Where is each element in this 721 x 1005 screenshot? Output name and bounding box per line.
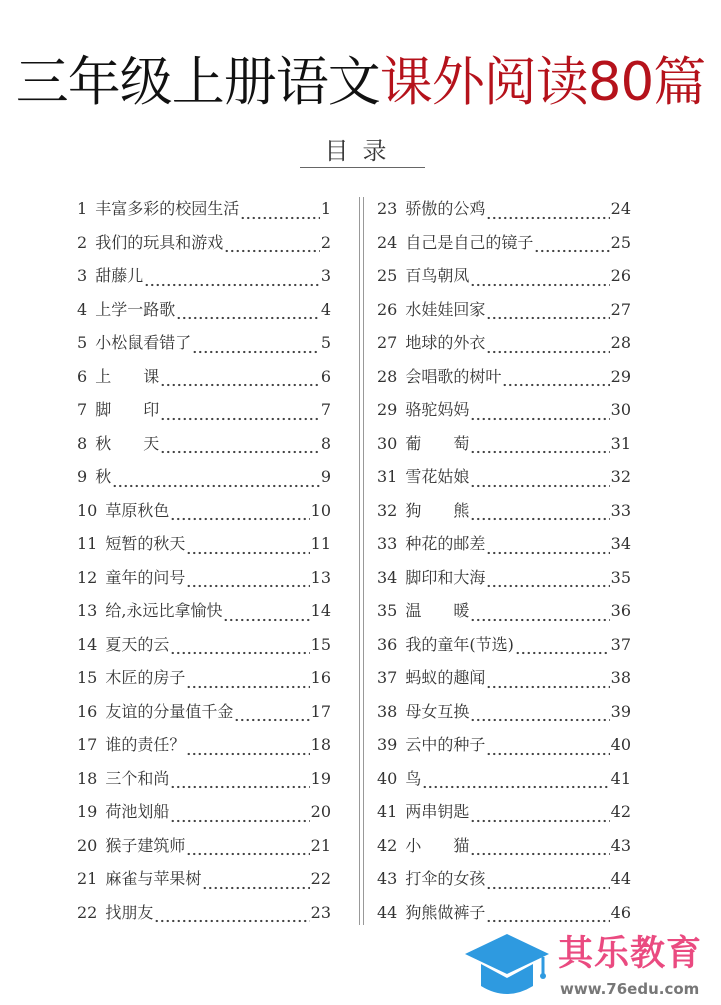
dot-leader <box>170 819 309 823</box>
entry-number: 4 <box>77 299 88 319</box>
entry-title: 温 暖 <box>405 601 470 620</box>
page-title <box>0 48 721 118</box>
entry-title: 小 猫 <box>405 835 470 855</box>
entry-number: 15 <box>77 668 98 687</box>
dot-leader <box>534 249 609 253</box>
toc-entry[interactable] <box>377 666 631 700</box>
entry-page: 43 <box>610 835 631 855</box>
dot-leader <box>202 886 309 890</box>
entry-title: 两串钥匙 <box>405 802 470 821</box>
toc-entry[interactable] <box>377 264 631 298</box>
toc-entry[interactable] <box>77 834 331 868</box>
dot-leader <box>234 718 309 722</box>
entry-title: 骆驼妈妈 <box>405 400 470 419</box>
entry-number: 30 <box>377 433 398 453</box>
toc-entry[interactable] <box>377 700 631 734</box>
entry-number: 34 <box>377 567 398 587</box>
toc-entry[interactable] <box>77 264 331 298</box>
entry-title: 荷池划船 <box>105 802 170 821</box>
entry-page: 18 <box>310 735 331 754</box>
toc-entry[interactable] <box>377 800 631 834</box>
entry-title: 狗熊做裤子 <box>405 902 486 922</box>
toc-entry[interactable] <box>77 767 331 801</box>
entry-number: 38 <box>377 701 398 721</box>
entry-number: 27 <box>377 333 398 352</box>
dot-leader <box>470 852 609 856</box>
entry-number: 16 <box>77 701 98 721</box>
dot-leader <box>486 551 609 555</box>
toc-entry[interactable] <box>377 398 631 432</box>
toc-entry[interactable] <box>377 733 631 767</box>
entry-title: 友谊的分量值千金 <box>105 701 234 721</box>
entry-title: 脚印和大海 <box>405 567 486 587</box>
entry-number: 25 <box>377 266 398 285</box>
entry-page: 35 <box>610 567 631 587</box>
entry-title: 脚 印 <box>95 400 160 419</box>
entry-number: 43 <box>377 869 398 888</box>
dot-leader <box>186 584 309 588</box>
entry-title: 水娃娃回家 <box>405 299 486 319</box>
logo-url: www.76edu.com <box>560 980 700 998</box>
toc-entry[interactable] <box>377 901 631 935</box>
dot-leader <box>486 919 609 923</box>
dot-leader <box>486 316 609 320</box>
dot-leader <box>470 484 609 488</box>
entry-number: 23 <box>377 199 398 218</box>
entry-title: 谁的责任？ <box>105 735 186 754</box>
dot-leader <box>144 283 320 287</box>
dot-leader <box>486 216 609 220</box>
entry-page: 4 <box>320 299 331 319</box>
entry-page: 41 <box>610 768 631 788</box>
entry-number: 37 <box>377 668 398 687</box>
toc-entry[interactable] <box>377 231 631 265</box>
dot-leader <box>470 517 609 521</box>
dot-leader <box>186 551 309 555</box>
entry-page: 5 <box>320 333 331 352</box>
entry-number: 13 <box>77 601 98 620</box>
entry-title: 骄傲的公鸡 <box>405 199 486 218</box>
entry-page: 34 <box>610 534 631 553</box>
toc-entry[interactable] <box>377 633 631 667</box>
toc-entry[interactable] <box>77 566 331 600</box>
entry-number: 24 <box>377 232 398 252</box>
entry-page: 23 <box>310 902 331 922</box>
entry-title: 短暂的秋天 <box>105 534 186 553</box>
entry-page: 46 <box>610 902 631 922</box>
entry-page: 10 <box>310 500 331 520</box>
dot-leader <box>470 450 609 454</box>
graduation-cap-icon <box>465 930 555 1000</box>
toc-entry[interactable] <box>377 499 631 533</box>
dot-leader <box>224 249 320 253</box>
entry-title: 上学一路歌 <box>95 299 176 319</box>
entry-page: 6 <box>320 366 331 386</box>
toc-right-column <box>377 197 631 934</box>
toc-entry[interactable] <box>377 365 631 399</box>
entry-page: 28 <box>610 333 631 352</box>
dot-leader <box>160 383 320 387</box>
entry-number: 33 <box>377 534 398 553</box>
toc-entry[interactable] <box>77 298 331 332</box>
entry-number: 21 <box>77 869 98 888</box>
dot-leader <box>486 685 609 689</box>
dot-leader <box>470 718 609 722</box>
entry-title: 鸟 <box>405 768 422 788</box>
entry-title: 小松鼠看错了 <box>95 333 192 352</box>
toc-entry[interactable] <box>77 700 331 734</box>
entry-page: 19 <box>310 768 331 788</box>
dot-leader <box>470 417 609 421</box>
entry-page: 11 <box>310 534 331 553</box>
entry-title: 我们的玩具和游戏 <box>95 232 224 252</box>
toc-entry[interactable] <box>77 465 331 499</box>
entry-title: 会唱歌的树叶 <box>405 366 502 386</box>
entry-page: 26 <box>610 266 631 285</box>
entry-number: 8 <box>77 433 88 453</box>
entry-title: 秋 天 <box>95 433 160 453</box>
toc-entry[interactable] <box>377 599 631 633</box>
entry-number: 12 <box>77 567 98 587</box>
dot-leader <box>470 283 609 287</box>
toc-entry[interactable] <box>77 331 331 365</box>
entry-title: 甜藤儿 <box>95 266 144 285</box>
toc-entry[interactable] <box>77 901 331 935</box>
toc-entry[interactable] <box>377 331 631 365</box>
entry-page: 17 <box>310 701 331 721</box>
entry-number: 1 <box>77 199 88 218</box>
entry-title: 秋 <box>95 467 112 486</box>
entry-title: 上 课 <box>95 366 160 386</box>
entry-number: 19 <box>77 802 98 821</box>
dot-leader <box>486 886 609 890</box>
toc-entry[interactable] <box>377 465 631 499</box>
toc-entry[interactable] <box>377 197 631 231</box>
toc-entry[interactable] <box>77 733 331 767</box>
dot-leader <box>486 752 609 756</box>
dot-leader <box>240 216 320 220</box>
entry-page: 3 <box>320 266 331 285</box>
entry-title: 百鸟朝凤 <box>405 266 470 285</box>
entry-page: 13 <box>310 567 331 587</box>
entry-page: 37 <box>610 634 631 654</box>
toc-entry[interactable] <box>377 834 631 868</box>
entry-title: 狗 熊 <box>405 500 470 520</box>
entry-title: 打伞的女孩 <box>405 869 486 888</box>
entry-number: 32 <box>377 500 398 520</box>
entry-page: 7 <box>320 400 331 419</box>
entry-number: 28 <box>377 366 398 386</box>
entry-page: 29 <box>610 366 631 386</box>
entry-number: 42 <box>377 835 398 855</box>
dot-leader <box>176 316 320 320</box>
toc-entry[interactable] <box>377 867 631 901</box>
title-black-part: 三年级上册语文 <box>15 52 380 113</box>
entry-title: 我的童年(节选) <box>405 634 514 654</box>
column-divider <box>359 197 364 925</box>
entry-page: 22 <box>310 869 331 888</box>
entry-title: 地球的外衣 <box>405 333 486 352</box>
entry-page: 30 <box>610 400 631 419</box>
dot-leader <box>160 417 320 421</box>
entry-page: 20 <box>310 802 331 821</box>
entry-title: 草原秋色 <box>105 500 170 520</box>
toc-entry[interactable] <box>77 231 331 265</box>
entry-page: 42 <box>610 802 631 821</box>
dot-leader <box>515 651 610 655</box>
entry-page: 1 <box>320 199 331 218</box>
entry-number: 10 <box>77 500 98 520</box>
entry-number: 7 <box>77 400 88 419</box>
entry-page: 31 <box>610 433 631 453</box>
entry-number: 40 <box>377 768 398 788</box>
entry-number: 44 <box>377 902 398 922</box>
entry-title: 蚂蚁的趣闻 <box>405 668 486 687</box>
entry-page: 36 <box>610 601 631 620</box>
dot-leader <box>470 618 609 622</box>
dot-leader <box>186 685 309 689</box>
entry-number: 29 <box>377 400 398 419</box>
toc-entry[interactable] <box>77 867 331 901</box>
toc-entry[interactable] <box>77 365 331 399</box>
toc-entry[interactable] <box>77 398 331 432</box>
entry-number: 11 <box>77 534 98 553</box>
title-red-part: 课外阅读80篇 <box>379 52 706 113</box>
entry-number: 35 <box>377 601 398 620</box>
entry-page: 32 <box>610 467 631 486</box>
dot-leader <box>170 651 309 655</box>
entry-number: 41 <box>377 802 398 821</box>
entry-number: 26 <box>377 299 398 319</box>
entry-page: 33 <box>610 500 631 520</box>
entry-title: 给,永远比拿愉快 <box>105 601 223 620</box>
entry-title: 丰富多彩的校园生活 <box>95 199 240 218</box>
entry-page: 9 <box>320 467 331 486</box>
entry-page: 38 <box>610 668 631 687</box>
dot-leader <box>186 752 309 756</box>
toc-entry[interactable] <box>377 298 631 332</box>
entry-number: 14 <box>77 634 98 654</box>
entry-number: 5 <box>77 333 88 352</box>
entry-number: 22 <box>77 902 98 922</box>
dot-leader <box>112 484 320 488</box>
toc-entry[interactable] <box>77 432 331 466</box>
toc-heading: 目录 <box>300 135 425 168</box>
entry-title: 童年的问号 <box>105 567 186 587</box>
entry-title: 三个和尚 <box>105 768 170 788</box>
toc-entry[interactable] <box>77 532 331 566</box>
dot-leader <box>186 852 309 856</box>
toc-left-column <box>77 197 331 934</box>
entry-page: 24 <box>610 199 631 218</box>
entry-title: 葡 萄 <box>405 433 470 453</box>
entry-page: 21 <box>310 835 331 855</box>
dot-leader <box>223 618 309 622</box>
toc-entry[interactable] <box>77 197 331 231</box>
entry-number: 18 <box>77 768 98 788</box>
dot-leader <box>160 450 320 454</box>
dot-leader <box>192 350 320 354</box>
toc-entry[interactable] <box>377 566 631 600</box>
entry-title: 找朋友 <box>105 902 154 922</box>
entry-page: 8 <box>320 433 331 453</box>
dot-leader <box>470 819 609 823</box>
dot-leader <box>154 919 309 923</box>
toc-entry[interactable] <box>77 800 331 834</box>
dot-leader <box>486 350 609 354</box>
dot-leader <box>170 785 309 789</box>
entry-title: 种花的邮差 <box>405 534 486 553</box>
entry-page: 25 <box>610 232 631 252</box>
entry-number: 9 <box>77 467 88 486</box>
dot-leader <box>170 517 309 521</box>
toc-entry[interactable] <box>377 532 631 566</box>
toc-entry[interactable] <box>77 599 331 633</box>
entry-page: 44 <box>610 869 631 888</box>
entry-number: 3 <box>77 266 88 285</box>
toc-entry[interactable] <box>77 499 331 533</box>
entry-page: 14 <box>310 601 331 620</box>
toc-entry[interactable] <box>377 432 631 466</box>
toc-entry[interactable] <box>377 767 631 801</box>
entry-title: 自己是自己的镜子 <box>405 232 534 252</box>
toc-entry[interactable] <box>77 633 331 667</box>
entry-number: 2 <box>77 232 88 252</box>
entry-title: 母女互换 <box>405 701 470 721</box>
entry-page: 2 <box>320 232 331 252</box>
entry-number: 17 <box>77 735 98 754</box>
entry-title: 云中的种子 <box>405 735 486 754</box>
entry-number: 31 <box>377 467 398 486</box>
entry-page: 39 <box>610 701 631 721</box>
entry-number: 36 <box>377 634 398 654</box>
dot-leader <box>422 785 609 789</box>
entry-page: 27 <box>610 299 631 319</box>
entry-title: 猴子建筑师 <box>105 835 186 855</box>
entry-title: 雪花姑娘 <box>405 467 470 486</box>
dot-leader <box>486 584 609 588</box>
entry-page: 40 <box>610 735 631 754</box>
logo-name: 其乐教育 <box>558 934 703 974</box>
entry-title: 夏天的云 <box>105 634 170 654</box>
toc-entry[interactable] <box>77 666 331 700</box>
entry-number: 20 <box>77 835 98 855</box>
dot-leader <box>502 383 609 387</box>
entry-page: 16 <box>310 668 331 687</box>
logo <box>465 930 721 1005</box>
entry-number: 39 <box>377 735 398 754</box>
entry-number: 6 <box>77 366 88 386</box>
entry-page: 15 <box>310 634 331 654</box>
entry-title: 麻雀与苹果树 <box>105 869 202 888</box>
entry-title: 木匠的房子 <box>105 668 186 687</box>
